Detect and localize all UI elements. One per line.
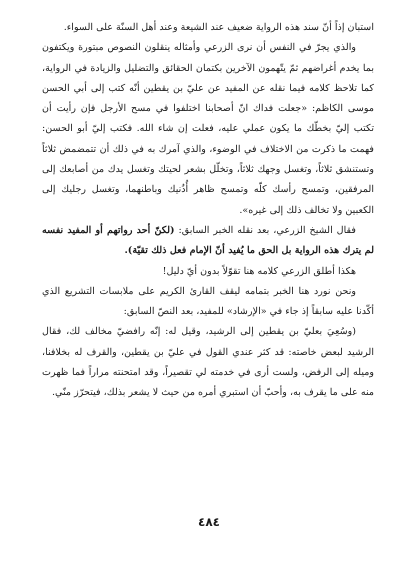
paragraph-3-quote: (لكنّ أحد رواتهم أو المفيد نفسه لم يترك هذه الرواية بل الحق ما يُفيد أنّ الإمام فعل ذلك تقيّة). — [42, 224, 374, 257]
paragraph-3 — [42, 221, 374, 262]
page-number: ٤٨٤ — [198, 515, 220, 529]
body-text — [42, 18, 374, 404]
paragraph-6: (وسُعِيَ بعليّ بن يقطين إلى الرشيد، وقيل له: إنّه رافضيّ مخالف لك، فقال الرشيد لبعض خاصته: قد كثر عندي القول في عليّ بن يقطين، والقرف له بخلافنا، وميله إلى الرفض، ولست أرى في خدمته لي تقصيراً، وقد امتحنته مراراً فما ظهرت منه على ما يقرف به، وأحبّ أن استبري أمره من حيث لا يشعر بذلك، فيتحرّز منّي. — [42, 326, 374, 399]
paragraph-4: هكذا أطلق الزرعي كلامه هنا تقوّلاً بدون أيّ دليل! — [162, 265, 356, 277]
paragraph-2: والذي يجرّ في النفس أن نرى الزرعي وأمثاله ينقلون النصوص مبتورة ويكتفون بما يخدم أغراضهم ثمّ يتّهمون الآخرين بكتمان الحقائق والتضليل والزيادة في الرواية، كما تلاحظ كلامه فيما نقله عن المفيد عن عليّ بن يقطين أنّه كتب إلى أبي الحسن موسى الكاظم: «جعلت فداك انّ أصحابنا اختلفوا في مسح الأرجل فإن رأيت أن تكتب إليّ بخطّك ما يكون عملي عليه، فعلت إن شاء الله. فكتب إليّ أبو الحسن: فهمت ما ذكرت من الاختلاف في الوضوء، والذي آمرك به في ذلك أن تتمضمض ثلاثاً وتستنشق ثلاثاً، وتغسل وجهك ثلاثاً، وتخلّل بشعر لحيتك وتغسل يدك من أصابعك إلى المرفقين، وتمسح رأسك كلّه وتمسح ظاهر أُذُنيك وباطنهما، وتغسل رجليك إلى الكعبين ولا تخالف ذلك إلى غيره». — [42, 42, 374, 216]
paragraph-1: استبان إذاً أنّ سند هذه الرواية ضعيف عند الشيعة وعند أهل السنّة على السواء. — [63, 22, 374, 33]
paragraph-5: ونحن نورد هنا الخبر بتمامه ليقف القارئ الكريم على ملابسات التشريع الذي أكّدنا عليه سابقاً إذ جاء في «الإرشاد» للمفيد، بعد النصّ السابق: — [42, 285, 374, 318]
paragraph-3-intro: فقال الشيخ الزرعي، بعد نقله الخبر السابق: — [174, 224, 356, 236]
